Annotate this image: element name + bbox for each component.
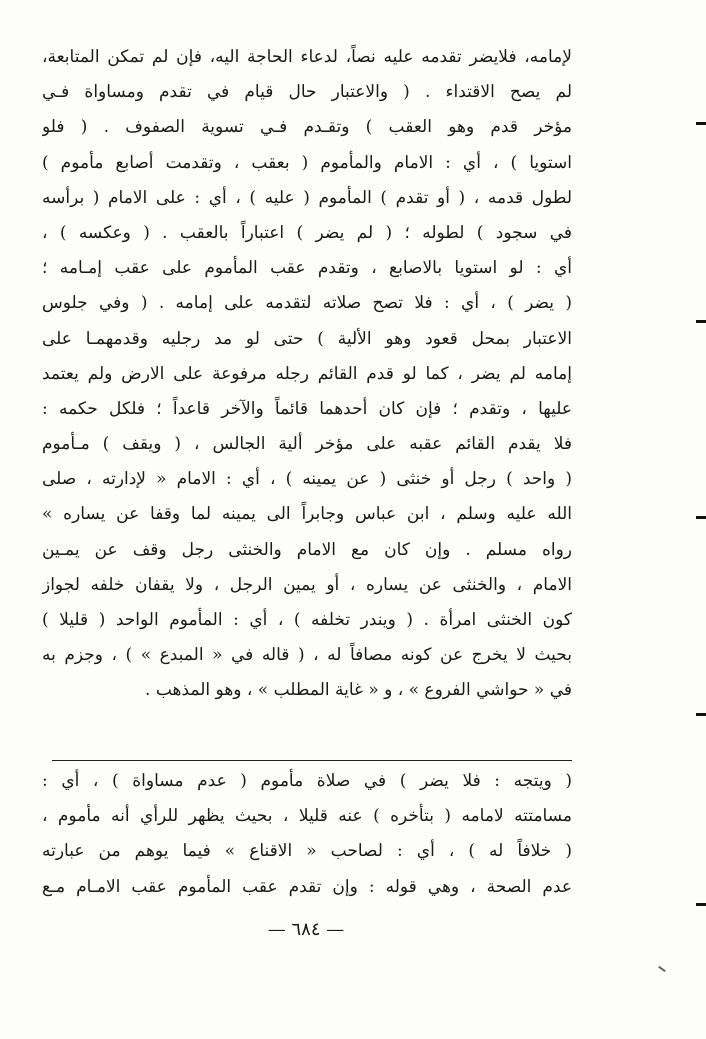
text-line: كون الخنثى امرأة . ( ويندر تخلفه ) ، أي : المأموم الواحد ( قليلا ): [42, 610, 572, 630]
text-line: الاعتبار بمحل قعود وهو الألية ) حتى لو مد رجليه وقدمهمـا على: [42, 328, 572, 349]
note-line: عدم الصحة ، وهي قوله : وإن تقدم عقب المأموم عقب الامـام مـع: [42, 876, 572, 897]
note-line: مسامتته لامامه ( بتأخره ) عنه قليلا ، بحيث يظهر للرأي أنه مأموم ،: [42, 806, 572, 827]
page-number: — ٦٨٤ —: [267, 919, 345, 940]
text-line: لطول قدمه ، ( أو تقدم ) المأموم ( عليه ) ، أي : على الامام ( برأسه: [42, 187, 572, 208]
footnote-divider: [52, 760, 572, 761]
text-line: رواه مسلم . وإن كان مع الامام والخنثى رجل وقف عن يمـين: [42, 539, 572, 560]
text-line: أي : لو استويا بالاصابع ، وتقدم عقب المأموم على عقب إمـامه ؛: [42, 258, 572, 279]
text-line: في « حواشي الفروع » ، و « غاية المطلب » ، وهو المذهب .: [145, 680, 572, 701]
text-line: لإمامه، فلايضر تقدمه عليه نصاً، لدعاء الحاجة اليه، فإن لم تمكن المتابعة،: [42, 47, 572, 67]
note-line: ( خلافاً له ) ، أي : لصاحب « الاقناع » فيما يوهم من عبارته: [42, 841, 572, 862]
text-line: ( واحد ) رجل أو خنثى ( عن يمينه ) ، أي : الامام « لإدارته ، صلى: [42, 469, 572, 490]
text-line: ( يضر ) ، أي : فلا تصح صلاته لتقدمه على إمامه . ( وفي جلوس: [42, 293, 572, 314]
margin-mark: [696, 122, 706, 125]
margin-mark: [696, 713, 706, 716]
footnote-text-block: [42, 764, 572, 905]
text-line: لم يصح الاقتداء . ( والاعتبار حال قيام في تقدم ومساواة فـي: [42, 82, 572, 103]
text-line: في سجود ) لطوله ؛ ( لم يضر ) اعتباراً بالعقب . ( وعكسه ) ،: [42, 222, 572, 243]
text-line: مؤخر قدم وهو العقب ) وتقـدم فـي تسوية الصفوف . ( فلو: [42, 117, 572, 138]
text-line: فلا يقدم القائم عقبه على مؤخر ألية الجالس ، ( ويقف ) مـأموم: [42, 434, 572, 455]
text-line: بحيث لا يخرج عن كونه مصافاً له ، ( قاله في « المبدع » ) ، وجزم به: [42, 645, 572, 666]
text-line: الامام ، والخنثى عن يساره ، أو يمين الرجل ، ولا يقفان خلفه لجواز: [42, 574, 572, 595]
margin-mark: [696, 516, 706, 519]
text-line: الله عليه وسلم ، ابن عباس وجابراً الى يمينه لما وقفا عن يساره »: [42, 504, 572, 525]
main-text-block: [42, 40, 572, 709]
text-line: عليها ، وتقدم ؛ فإن كان أحدهما قائماً والآخر قاعداً ؛ فلكل حكمه :: [42, 398, 572, 419]
text-line: إمامه لم يضر ، كما لو قدم القائم رجله مرفوعة على الارض ولم يعتمد: [42, 363, 572, 384]
text-line: استويا ) ، أي : الامام والمأموم ( بعقب ، وتقدمت أصابع مأموم ): [42, 152, 572, 173]
margin-mark: [696, 903, 706, 906]
margin-mark: [696, 320, 706, 323]
scan-mark: [658, 966, 666, 972]
note-line: ( ويتجه : فلا يضر ) في صلاة مأموم ( عدم مساواة ) ، أي :: [42, 771, 572, 791]
